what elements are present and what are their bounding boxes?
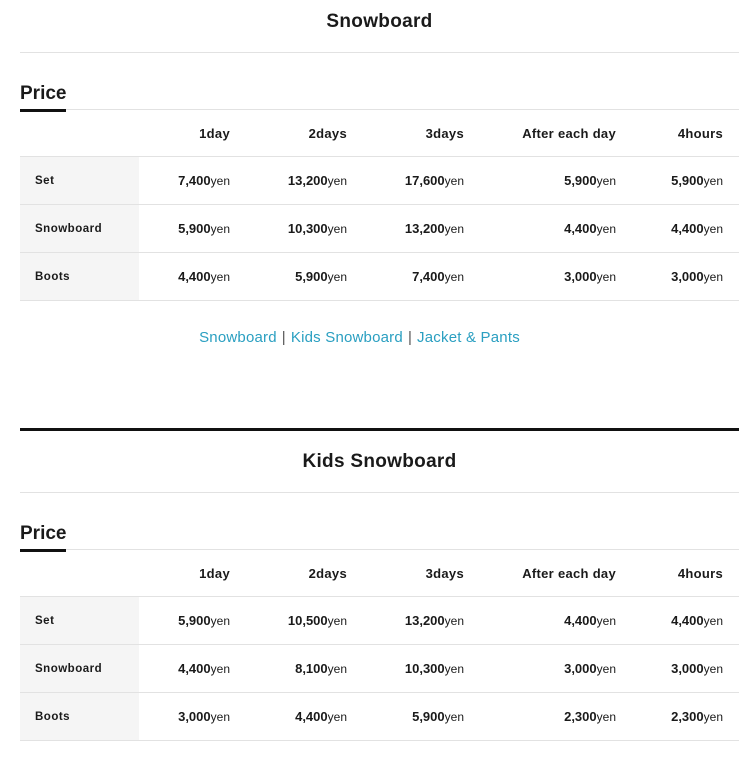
price-unit: yen — [703, 710, 723, 724]
price-cell — [139, 253, 246, 301]
price-cell — [246, 597, 363, 645]
table-row — [20, 205, 739, 253]
price-cell — [246, 205, 363, 253]
price-value: 2,300 — [671, 709, 704, 724]
row-label: Set — [20, 597, 139, 645]
table-row — [20, 157, 739, 205]
price-heading: Price — [20, 522, 66, 552]
price-unit: yen — [327, 174, 347, 188]
price-cell — [363, 645, 480, 693]
price-cell — [480, 645, 632, 693]
price-cell — [632, 157, 739, 205]
price-value: 13,200 — [404, 613, 445, 628]
price-unit: yen — [444, 270, 464, 284]
row-label: Snowboard — [20, 205, 139, 253]
price-value: 5,900 — [564, 173, 597, 188]
price-value: 17,600 — [404, 173, 445, 188]
price-cell — [480, 597, 632, 645]
price-cell — [480, 253, 632, 301]
snowboard-section — [20, 0, 739, 301]
column-header: 4hours — [632, 110, 739, 157]
price-cell — [632, 693, 739, 741]
price-unit: yen — [596, 710, 616, 724]
price-table — [20, 550, 739, 741]
price-cell — [363, 205, 480, 253]
price-unit: yen — [327, 614, 347, 628]
price-cell — [632, 205, 739, 253]
price-value: 3,000 — [564, 661, 597, 676]
price-cell — [246, 157, 363, 205]
price-unit: yen — [327, 270, 347, 284]
price-cell — [480, 693, 632, 741]
price-value: 5,900 — [178, 613, 211, 628]
price-cell — [480, 157, 632, 205]
price-cell — [246, 253, 363, 301]
row-label: Boots — [20, 253, 139, 301]
price-unit: yen — [703, 614, 723, 628]
column-header: 2days — [246, 550, 363, 597]
price-unit: yen — [444, 174, 464, 188]
price-unit: yen — [596, 614, 616, 628]
price-cell — [363, 253, 480, 301]
price-value: 4,400 — [564, 613, 597, 628]
price-unit: yen — [444, 662, 464, 676]
price-unit: yen — [596, 662, 616, 676]
price-unit: yen — [703, 222, 723, 236]
section-title: Kids Snowboard — [20, 431, 739, 493]
table-header-row — [20, 550, 739, 597]
column-header: 1day — [139, 110, 246, 157]
price-value: 3,000 — [178, 709, 211, 724]
kids-snowboard-section — [20, 428, 739, 741]
section-title: Snowboard — [20, 0, 739, 53]
price-cell — [139, 205, 246, 253]
table-row — [20, 693, 739, 741]
price-cell — [363, 157, 480, 205]
price-unit: yen — [210, 662, 230, 676]
price-cell — [363, 693, 480, 741]
price-value: 4,400 — [564, 221, 597, 236]
column-header: 2days — [246, 110, 363, 157]
link-snowboard[interactable]: Snowboard — [199, 329, 277, 346]
price-cell — [139, 645, 246, 693]
price-unit: yen — [703, 270, 723, 284]
price-unit: yen — [444, 222, 464, 236]
row-label: Set — [20, 157, 139, 205]
price-cell — [139, 597, 246, 645]
price-value: 13,200 — [287, 173, 328, 188]
corner-cell — [20, 550, 139, 597]
price-value: 3,000 — [671, 269, 704, 284]
price-value: 10,300 — [404, 661, 445, 676]
link-jacket-pants[interactable]: Jacket & Pants — [417, 329, 520, 346]
link-separator: | — [407, 329, 413, 346]
price-unit: yen — [327, 662, 347, 676]
corner-cell — [20, 110, 139, 157]
link-kids-snowboard[interactable]: Kids Snowboard — [290, 329, 403, 346]
table-row — [20, 645, 739, 693]
table-row — [20, 253, 739, 301]
price-value: 5,900 — [178, 221, 211, 236]
price-cell — [480, 205, 632, 253]
price-unit: yen — [596, 270, 616, 284]
price-unit: yen — [210, 222, 230, 236]
column-header: After each day — [480, 550, 632, 597]
column-header: 3days — [363, 110, 480, 157]
table-header-row — [20, 110, 739, 157]
price-cell — [632, 597, 739, 645]
price-value: 7,400 — [178, 173, 211, 188]
section-links — [0, 329, 719, 346]
price-value: 4,400 — [178, 661, 211, 676]
price-value: 5,900 — [412, 709, 445, 724]
price-value: 4,400 — [671, 613, 704, 628]
price-cell — [632, 253, 739, 301]
price-value: 5,900 — [295, 269, 328, 284]
price-unit: yen — [210, 614, 230, 628]
price-unit: yen — [444, 710, 464, 724]
price-unit: yen — [444, 614, 464, 628]
price-value: 7,400 — [412, 269, 445, 284]
price-unit: yen — [210, 174, 230, 188]
price-unit: yen — [596, 174, 616, 188]
price-unit: yen — [327, 710, 347, 724]
price-value: 10,300 — [287, 221, 328, 236]
row-label: Boots — [20, 693, 139, 741]
price-cell — [139, 157, 246, 205]
column-header: 1day — [139, 550, 246, 597]
column-header: 4hours — [632, 550, 739, 597]
price-value: 3,000 — [564, 269, 597, 284]
table-row — [20, 597, 739, 645]
price-unit: yen — [327, 222, 347, 236]
row-label: Snowboard — [20, 645, 139, 693]
price-value: 4,400 — [178, 269, 211, 284]
price-value: 5,900 — [671, 173, 704, 188]
price-value: 2,300 — [564, 709, 597, 724]
price-header — [20, 493, 739, 550]
price-header — [20, 53, 739, 110]
price-unit: yen — [210, 270, 230, 284]
price-cell — [632, 645, 739, 693]
price-unit: yen — [703, 662, 723, 676]
price-unit: yen — [596, 222, 616, 236]
price-value: 4,400 — [295, 709, 328, 724]
price-value: 8,100 — [295, 661, 328, 676]
price-cell — [363, 597, 480, 645]
price-cell — [139, 693, 246, 741]
price-cell — [246, 645, 363, 693]
column-header: 3days — [363, 550, 480, 597]
link-separator: | — [281, 329, 286, 346]
column-header: After each day — [480, 110, 632, 157]
price-unit: yen — [210, 710, 230, 724]
price-cell — [246, 693, 363, 741]
price-table — [20, 110, 739, 301]
price-value: 13,200 — [404, 221, 445, 236]
price-unit: yen — [703, 174, 723, 188]
price-value: 4,400 — [671, 221, 704, 236]
price-heading: Price — [20, 82, 66, 112]
price-value: 3,000 — [671, 661, 704, 676]
price-value: 10,500 — [287, 613, 328, 628]
